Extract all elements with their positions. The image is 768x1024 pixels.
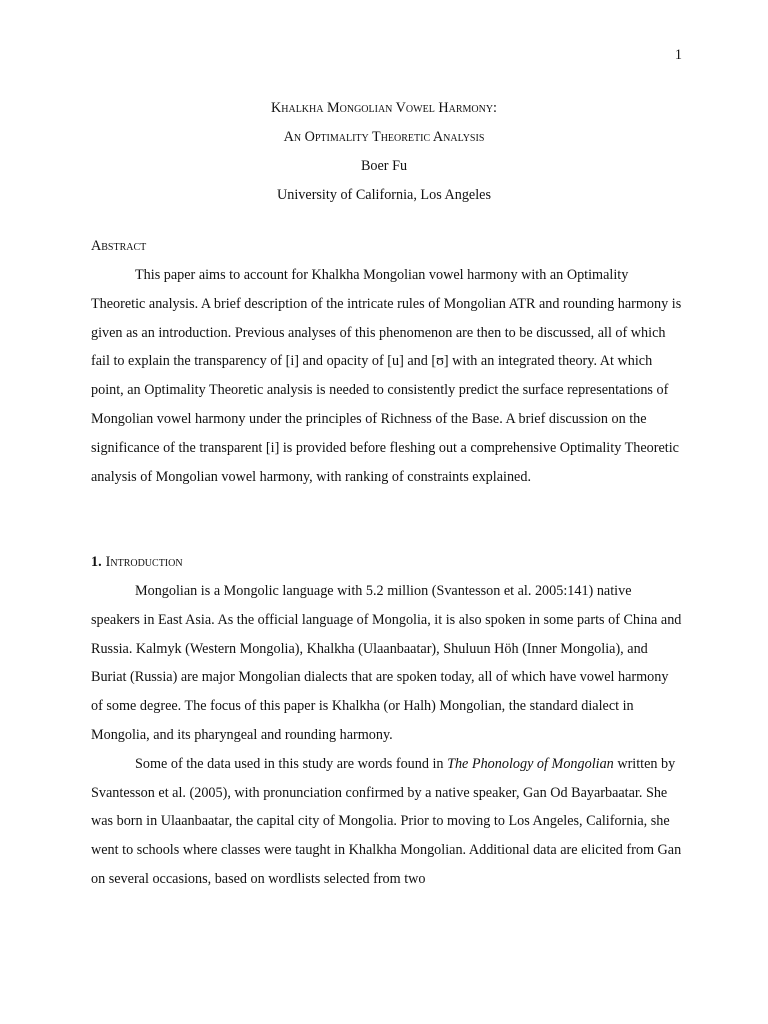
book-title: The Phonology of Mongolian <box>447 755 614 772</box>
section-title: Introduction <box>105 554 183 570</box>
author-name: Boer Fu <box>360 158 408 174</box>
title-line-2: An Optimality Theoretic Analysis <box>283 129 485 145</box>
title-block <box>0 94 768 210</box>
abstract-paragraph: This paper aims to account for Khalkha Mongolian vowel harmony with an Optimality Theoretic analysis. A brief description of the intricate rules of Mongolian ATR and rounding harmony is given as an introduction. Previous analyses of this phenomenon are then to be discussed, all of which fail to explain the transparency of [i] and opacity of [u] and [ʊ] with an integrated theory. At which point, an Optimality Theoretic analysis is needed to consistently predict the surface representations of Mongolian vowel harmony under the principles of Richness of the Base. A brief discussion on the significance of the transparent [i] is provided before fleshing out a comprehensive Optimality Theoretic analysis of Mongolian vowel harmony, with ranking of constraints explained. <box>91 267 682 485</box>
page-number: 1 <box>674 47 682 63</box>
introduction-paragraph-1: Mongolian is a Mongolic language with 5.2 million (Svantesson et al. 2005:141) native speakers in East Asia. As the official language of Mongolia, it is also spoken in some parts of China and Russia. Kalmyk (Western Mongolia), Khalkha (Ulaanbaatar), Shuluun Höh (Inner Mongolia), and Buriat (Russia) are major Mongolian dialects that are spoken today, all of which have vowel harmony of some degree. The focus of this paper is Khalkha (or Halh) Mongolian, the standard dialect in Mongolia, and its pharyngeal and rounding harmony. <box>91 583 682 743</box>
introduction-paragraph-2 <box>91 750 683 894</box>
title-line-1: Khalkha Mongolian Vowel Harmony: <box>271 100 497 116</box>
paragraph-2-text-rest: written by Svantesson et al. (2005), with pronunciation confirmed by a native speaker, Gan Od Bayarbaatar. She was born in Ulaanbaatar, the capital city of Mongolia. Prior to moving to Los Angeles, California, she went to schools where classes were taught in Khalkha Mongolian. Additional data are elicited from Gan on several occasions, based on wordlists selected from two <box>91 755 682 887</box>
abstract-body <box>91 261 683 491</box>
introduction-heading <box>91 548 183 577</box>
introduction-body <box>91 577 683 894</box>
section-number: 1. <box>91 554 102 570</box>
author-affiliation: University of California, Los Angeles <box>277 187 491 203</box>
paragraph-2-text-start: Some of the data used in this study are words found in <box>135 755 448 772</box>
abstract-heading: Abstract <box>91 238 147 254</box>
